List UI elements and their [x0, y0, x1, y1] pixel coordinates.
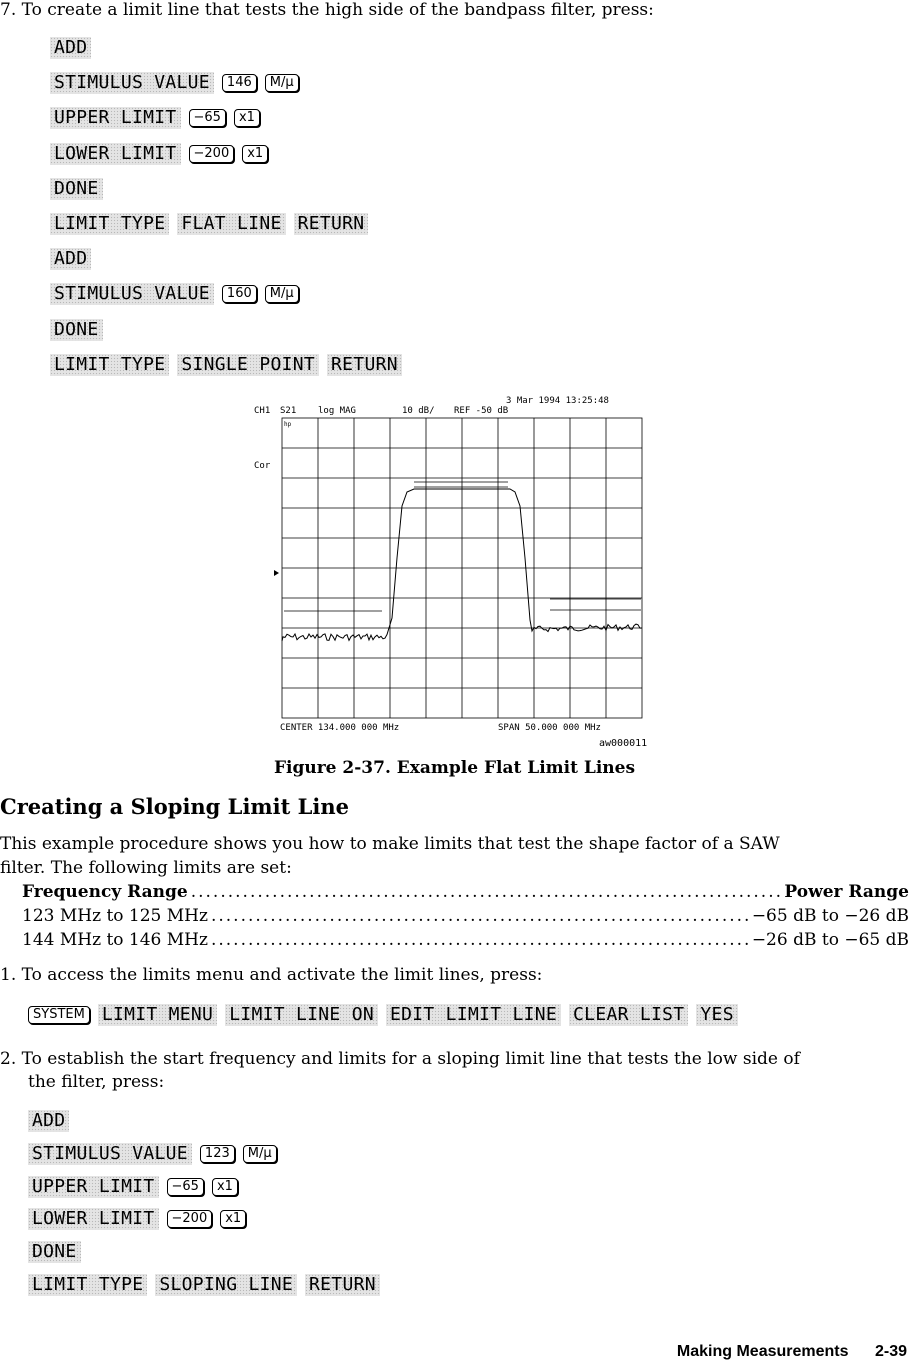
leader-dots [191, 882, 782, 902]
softkey-stimulus-value[interactable]: STIMULUS VALUE [28, 1143, 192, 1165]
softkey-upper-limit[interactable]: UPPER LIMIT [28, 1176, 159, 1198]
softkey-limit-line-on[interactable]: LIMIT LINE ON [225, 1004, 378, 1026]
key-sequence-row [50, 352, 402, 378]
key-sequence-row [28, 1174, 238, 1200]
key-sequence-row [28, 1239, 81, 1265]
key-sequence-row [50, 246, 91, 272]
channel-label: CH1 [254, 406, 271, 416]
softkey-stimulus-value[interactable]: STIMULUS VALUE [50, 72, 214, 94]
hardkey-x1[interactable]: x1 [234, 109, 260, 127]
leader-dots [211, 930, 749, 950]
display-grid [282, 418, 642, 718]
softkey-done[interactable]: DONE [28, 1241, 81, 1263]
hardkey-m[interactable]: M/μ [265, 285, 299, 303]
hardkey-x1[interactable]: x1 [212, 1178, 238, 1196]
table-header [22, 882, 909, 902]
softkey-done[interactable]: DONE [50, 178, 103, 200]
softkey-yes[interactable]: YES [696, 1004, 737, 1026]
frequency-cell: 144 MHz to 146 MHz [22, 930, 208, 950]
hardkey-65[interactable]: −65 [189, 109, 226, 127]
softkey-clear-list[interactable]: CLEAR LIST [569, 1004, 688, 1026]
hardkey-146[interactable]: 146 [222, 74, 257, 92]
key-sequence-row [50, 317, 103, 343]
footer-title: Making Measurements [676, 1343, 849, 1360]
key-sequence-row [28, 1272, 380, 1298]
softkey-flat-line[interactable]: FLAT LINE [177, 213, 285, 235]
softkey-stimulus-value[interactable]: STIMULUS VALUE [50, 283, 214, 305]
hardkey-m[interactable]: M/μ [265, 74, 299, 92]
parameter-label: S21 [280, 406, 297, 416]
hardkey-system[interactable]: SYSTEM [28, 1006, 90, 1024]
power-cell: −26 dB to −65 dB [751, 930, 909, 950]
figure-caption: Figure 2-37. Example Flat Limit Lines [273, 758, 636, 778]
intro-line-2: filter. The following limits are set: [0, 858, 292, 878]
key-sequence-row [50, 211, 368, 237]
correction-label: Cor [254, 461, 271, 471]
key-sequence-row [50, 141, 268, 167]
network-analyzer-display [252, 388, 662, 754]
frequency-range-header: Frequency Range [22, 882, 188, 902]
power-range-header: Power Range [784, 882, 909, 902]
softkey-add[interactable]: ADD [28, 1110, 69, 1132]
hardkey-200[interactable]: −200 [167, 1210, 213, 1228]
page-number: 2-39 [874, 1343, 907, 1360]
limit-lines [284, 482, 641, 611]
step-1-text: 1. To access the limits menu and activate the limit lines, press: [0, 965, 543, 985]
softkey-lower-limit[interactable]: LOWER LIMIT [28, 1208, 159, 1230]
intro-line-1: This example procedure shows you how to make limits that test the shape factor of a SAW [0, 834, 780, 854]
softkey-upper-limit[interactable]: UPPER LIMIT [50, 107, 181, 129]
key-sequence-row [50, 281, 299, 307]
softkey-return[interactable]: RETURN [294, 213, 369, 235]
softkey-sloping-line[interactable]: SLOPING LINE [155, 1274, 297, 1296]
softkey-return[interactable]: RETURN [305, 1274, 380, 1296]
hardkey-x1[interactable]: x1 [242, 145, 268, 163]
softkey-edit-limit-line[interactable]: EDIT LIMIT LINE [386, 1004, 561, 1026]
key-sequence-row [28, 1002, 738, 1028]
hardkey-200[interactable]: −200 [189, 145, 235, 163]
key-sequence-row [50, 176, 103, 202]
softkey-add[interactable]: ADD [50, 37, 91, 59]
key-sequence-row [50, 105, 260, 131]
key-sequence-row [28, 1141, 277, 1167]
key-sequence-row [28, 1108, 69, 1134]
hardkey-123[interactable]: 123 [200, 1145, 235, 1163]
format-label: log MAG [318, 406, 356, 416]
softkey-return[interactable]: RETURN [327, 354, 402, 376]
leader-dots [211, 906, 749, 926]
softkey-single-point[interactable]: SINGLE POINT [177, 354, 319, 376]
key-sequence-row [50, 35, 91, 61]
hp-logo-text: hp [284, 421, 292, 428]
center-frequency: CENTER 134.000 000 MHz [280, 723, 400, 733]
softkey-add[interactable]: ADD [50, 248, 91, 270]
step-2-text-line-1: 2. To establish the start frequency and limits for a sloping limit line that tests the low side of [0, 1049, 800, 1069]
display-date: 3 Mar 1994 13:25:48 [506, 396, 609, 406]
reference-label: REF -50 dB [454, 406, 509, 416]
table-row [22, 930, 909, 950]
softkey-limit-type[interactable]: LIMIT TYPE [28, 1274, 147, 1296]
hardkey-m[interactable]: M/μ [243, 1145, 277, 1163]
hardkey-x1[interactable]: x1 [220, 1210, 246, 1228]
page-footer [655, 1343, 907, 1361]
section-heading: Creating a Sloping Limit Line [0, 794, 350, 819]
softkey-limit-type[interactable]: LIMIT TYPE [50, 213, 169, 235]
softkey-lower-limit[interactable]: LOWER LIMIT [50, 143, 181, 165]
softkey-limit-menu[interactable]: LIMIT MENU [98, 1004, 217, 1026]
table-row [22, 906, 909, 926]
key-sequence-row [50, 70, 299, 96]
step-2-text-line-2: the filter, press: [28, 1072, 165, 1092]
softkey-done[interactable]: DONE [50, 319, 103, 341]
hardkey-160[interactable]: 160 [222, 285, 257, 303]
power-cell: −65 dB to −26 dB [751, 906, 909, 926]
span-frequency: SPAN 50.000 000 MHz [498, 723, 601, 733]
frequency-cell: 123 MHz to 125 MHz [22, 906, 208, 926]
softkey-limit-type[interactable]: LIMIT TYPE [50, 354, 169, 376]
step-7-text: 7. To create a limit line that tests the high side of the bandpass filter, press: [0, 0, 654, 20]
hardkey-65[interactable]: −65 [167, 1178, 204, 1196]
key-sequence-row [28, 1206, 246, 1232]
figure-id: aw000011 [599, 738, 648, 749]
scale-label: 10 dB/ [402, 406, 435, 416]
reference-pointer [274, 570, 279, 576]
